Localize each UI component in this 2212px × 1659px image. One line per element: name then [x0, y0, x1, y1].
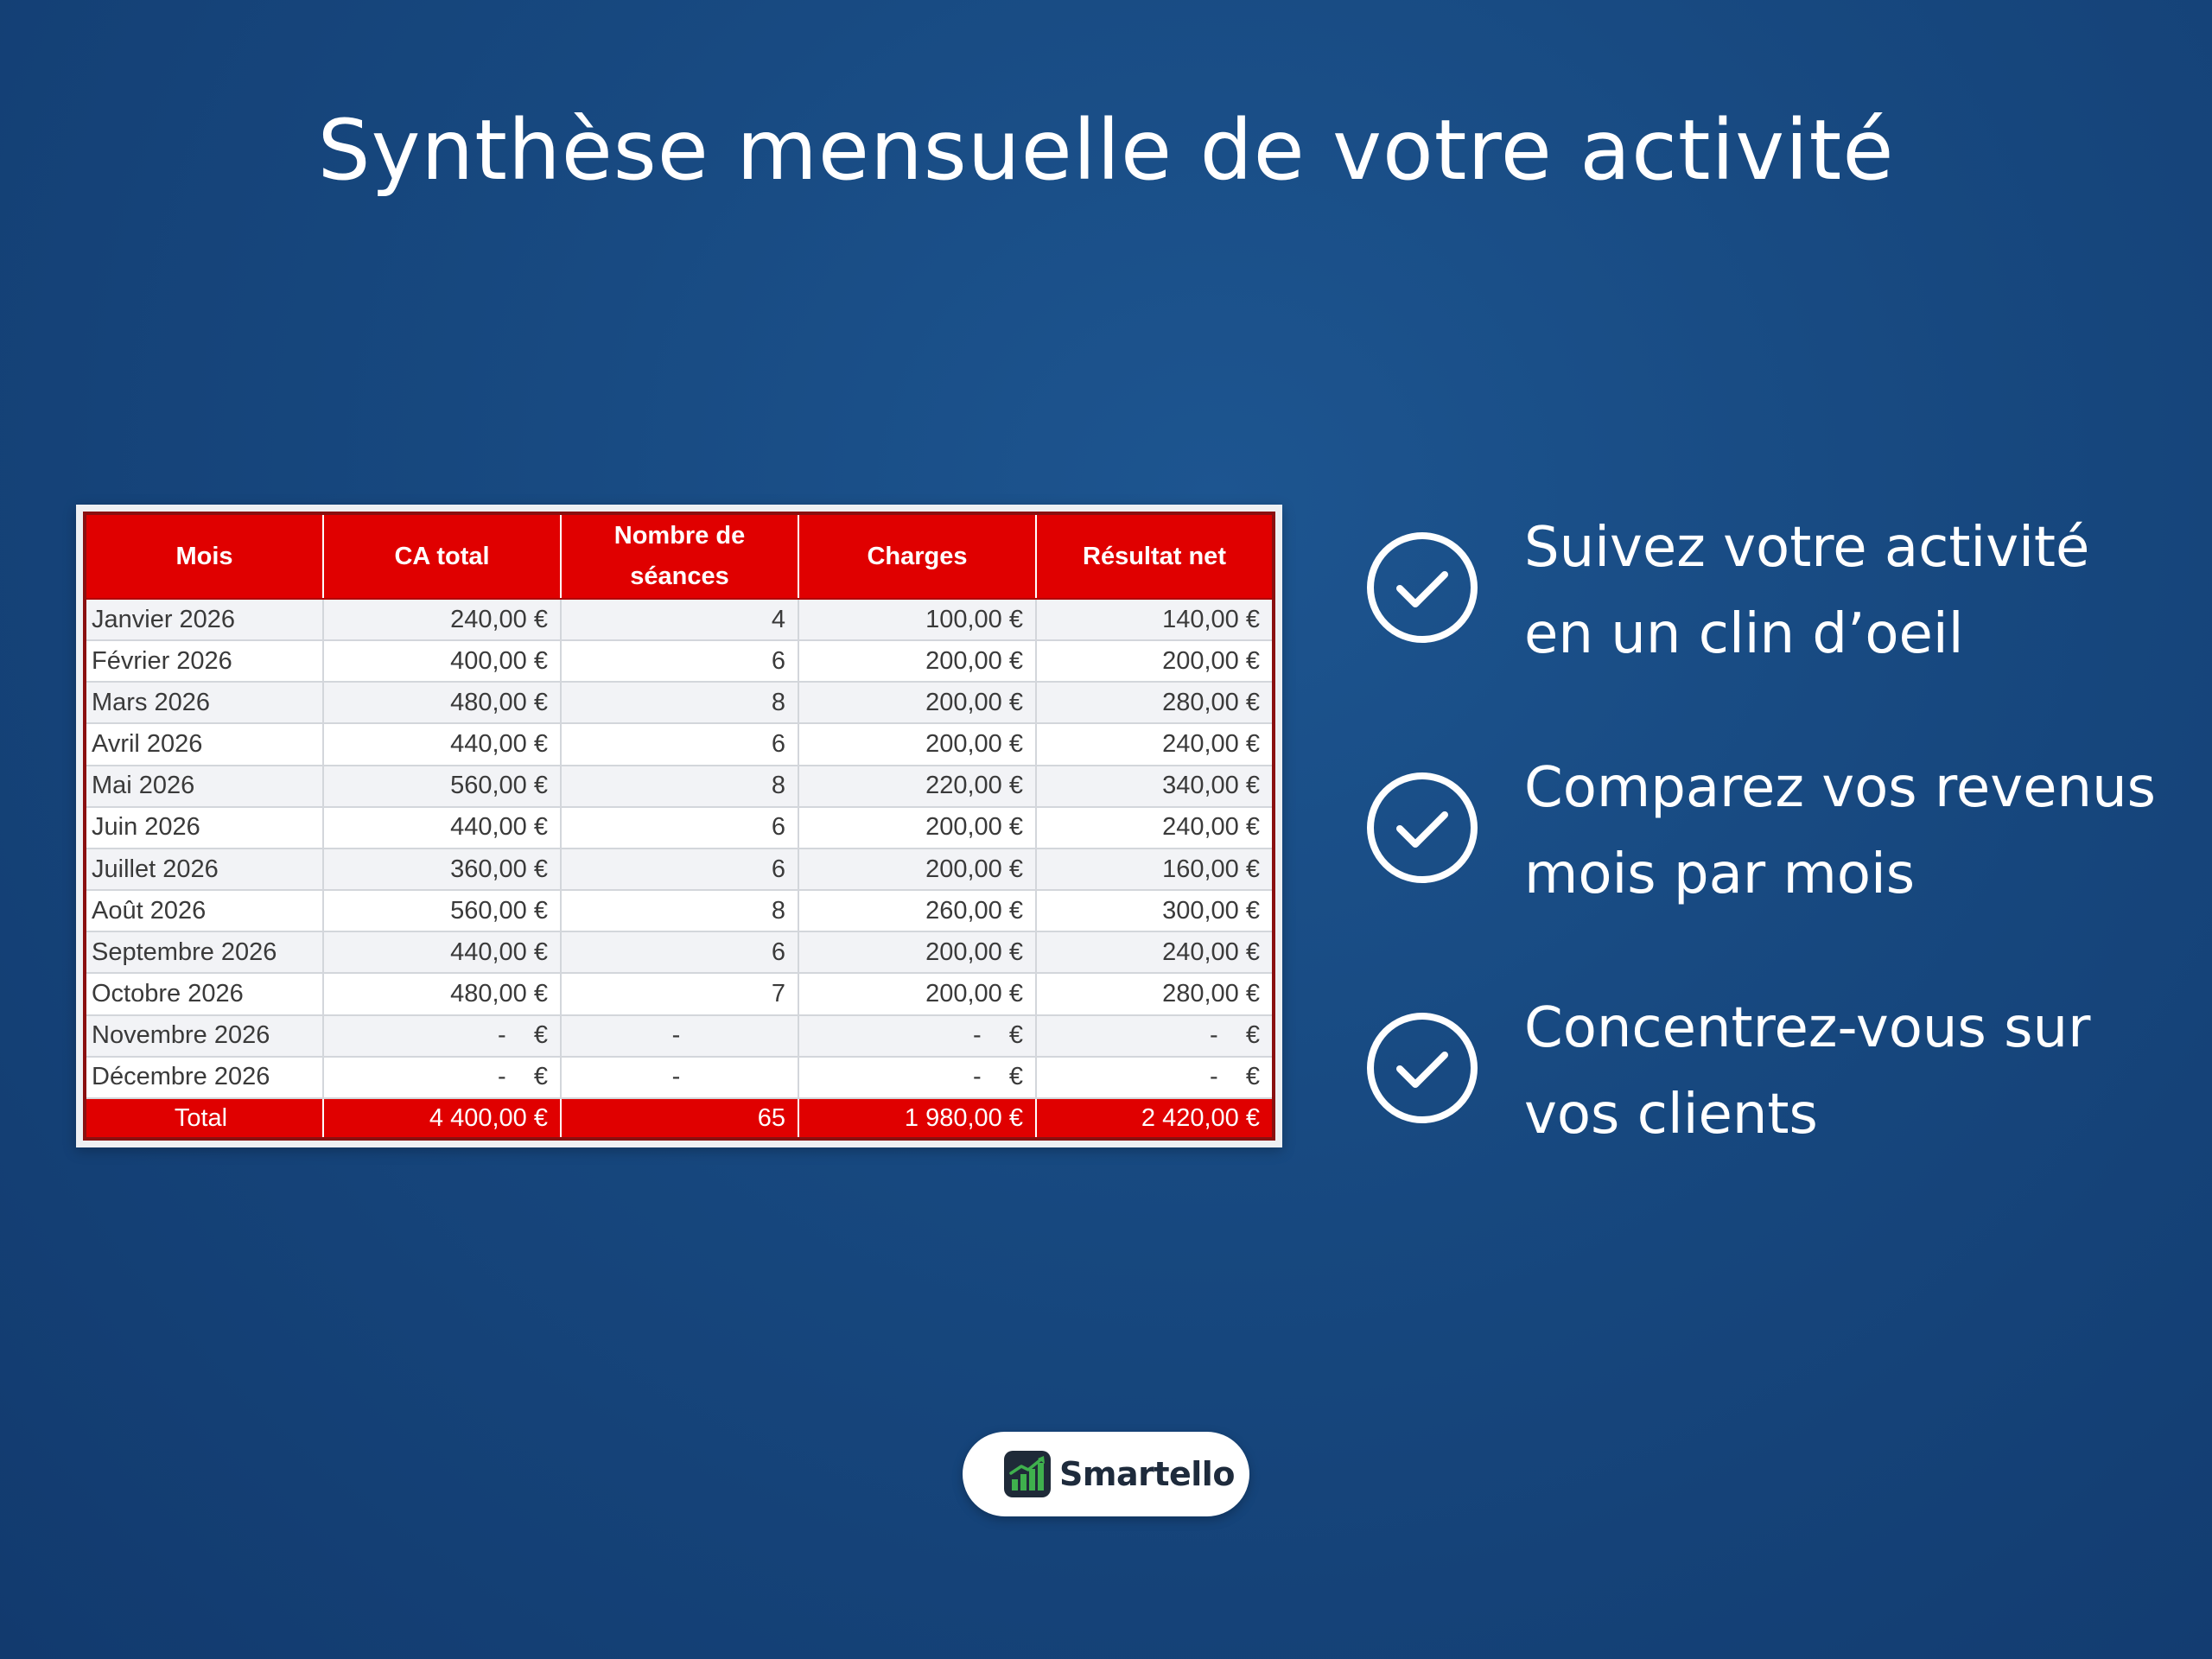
month-cell: Juillet 2026: [85, 849, 323, 890]
month-cell: Septembre 2026: [85, 931, 323, 973]
check-circle-icon: [1365, 771, 1479, 885]
net-result-cell: 300,00 €: [1036, 890, 1274, 931]
sessions-cell: -: [561, 1015, 798, 1057]
revenue-cell: - €: [323, 1015, 561, 1057]
sessions-cell: 6: [561, 723, 798, 765]
month-cell: Mai 2026: [85, 766, 323, 807]
month-cell: Mars 2026: [85, 682, 323, 723]
revenue-cell: 560,00 €: [323, 766, 561, 807]
logo-wordmark: Smartello: [1059, 1455, 1235, 1493]
charges-cell: 200,00 €: [798, 931, 1036, 973]
net-result-cell: 280,00 €: [1036, 973, 1274, 1014]
charges-cell: 200,00 €: [798, 723, 1036, 765]
column-header-month: Mois: [85, 513, 323, 599]
table-row: [85, 723, 1274, 765]
table-total-row: [85, 1098, 1274, 1139]
revenue-cell: 440,00 €: [323, 723, 561, 765]
sessions-cell: 4: [561, 599, 798, 640]
charges-cell: 220,00 €: [798, 766, 1036, 807]
feature-item-compare-revenue: [1365, 745, 2195, 935]
table-row: [85, 890, 1274, 931]
check-circle-icon: [1365, 531, 1479, 645]
sessions-cell: 6: [561, 849, 798, 890]
feature-text: [1524, 745, 2198, 918]
column-header-charges: Charges: [798, 513, 1036, 599]
revenue-cell: 400,00 €: [323, 640, 561, 682]
feature-item-track-activity: [1365, 505, 2195, 695]
month-cell: Décembre 2026: [85, 1057, 323, 1098]
sessions-cell: 8: [561, 890, 798, 931]
sessions-cell: 6: [561, 640, 798, 682]
feature-line: vos clients: [1524, 1083, 1818, 1147]
bar-chart-arrow-icon: [1004, 1451, 1051, 1497]
net-result-cell: 340,00 €: [1036, 766, 1274, 807]
net-result-cell: 160,00 €: [1036, 849, 1274, 890]
month-cell: Octobre 2026: [85, 973, 323, 1014]
revenue-cell: - €: [323, 1057, 561, 1098]
sessions-cell: 7: [561, 973, 798, 1014]
net-result-cell: 240,00 €: [1036, 807, 1274, 849]
net-result-cell: 240,00 €: [1036, 931, 1274, 973]
table-row: [85, 682, 1274, 723]
total-charges: 1 980,00 €: [798, 1098, 1036, 1139]
revenue-cell: 480,00 €: [323, 973, 561, 1014]
net-result-cell: 200,00 €: [1036, 640, 1274, 682]
sessions-cell: 6: [561, 931, 798, 973]
table-row: [85, 599, 1274, 640]
page-title: Synthèse mensuelle de votre activité: [317, 102, 1895, 199]
table-row: [85, 766, 1274, 807]
sessions-cell: -: [561, 1057, 798, 1098]
month-cell: Janvier 2026: [85, 599, 323, 640]
net-result-cell: - €: [1036, 1015, 1274, 1057]
sessions-cell: 6: [561, 807, 798, 849]
charges-cell: 100,00 €: [798, 599, 1036, 640]
total-revenue: 4 400,00 €: [323, 1098, 561, 1139]
table-row: [85, 1057, 1274, 1098]
feature-line: Comparez vos revenus: [1524, 756, 2156, 820]
charges-cell: - €: [798, 1015, 1036, 1057]
revenue-cell: 560,00 €: [323, 890, 561, 931]
column-header-sessions: [561, 513, 798, 599]
charges-cell: 260,00 €: [798, 890, 1036, 931]
month-cell: Août 2026: [85, 890, 323, 931]
table-row: [85, 1015, 1274, 1057]
table-row: [85, 807, 1274, 849]
column-header-sessions-line2: séances: [630, 563, 729, 590]
net-result-cell: 280,00 €: [1036, 682, 1274, 723]
table-header-row: [85, 513, 1274, 599]
total-label: Total: [85, 1098, 323, 1139]
revenue-cell: 240,00 €: [323, 599, 561, 640]
feature-text: [1524, 505, 2198, 677]
net-result-cell: 240,00 €: [1036, 723, 1274, 765]
revenue-cell: 480,00 €: [323, 682, 561, 723]
column-header-sessions-line1: Nombre de: [613, 522, 746, 550]
table-row: [85, 931, 1274, 973]
revenue-cell: 440,00 €: [323, 931, 561, 973]
charges-cell: 200,00 €: [798, 807, 1036, 849]
month-cell: Juin 2026: [85, 807, 323, 849]
feature-line: mois par mois: [1524, 842, 1916, 906]
net-result-cell: - €: [1036, 1057, 1274, 1098]
charges-cell: 200,00 €: [798, 640, 1036, 682]
feature-line: Concentrez-vous sur: [1524, 996, 2091, 1060]
column-header-net-result: Résultat net: [1036, 513, 1274, 599]
charges-cell: 200,00 €: [798, 849, 1036, 890]
table-row: [85, 640, 1274, 682]
sessions-cell: 8: [561, 766, 798, 807]
revenue-cell: 360,00 €: [323, 849, 561, 890]
charges-cell: - €: [798, 1057, 1036, 1098]
month-cell: Février 2026: [85, 640, 323, 682]
month-cell: Avril 2026: [85, 723, 323, 765]
total-sessions: 65: [561, 1098, 798, 1139]
month-cell: Novembre 2026: [85, 1015, 323, 1057]
feature-text: [1524, 985, 2198, 1158]
monthly-summary-table: [83, 512, 1275, 1141]
feature-item-focus-clients: [1365, 985, 2195, 1175]
smartello-logo: [963, 1432, 1249, 1516]
net-result-cell: 140,00 €: [1036, 599, 1274, 640]
column-header-revenue: CA total: [323, 513, 561, 599]
feature-line: Suivez votre activité: [1524, 516, 2090, 580]
monthly-summary-table-frame: [76, 505, 1282, 1147]
revenue-cell: 440,00 €: [323, 807, 561, 849]
table-row: [85, 849, 1274, 890]
table-row: [85, 973, 1274, 1014]
charges-cell: 200,00 €: [798, 973, 1036, 1014]
total-net-result: 2 420,00 €: [1036, 1098, 1274, 1139]
sessions-cell: 8: [561, 682, 798, 723]
charges-cell: 200,00 €: [798, 682, 1036, 723]
check-circle-icon: [1365, 1011, 1479, 1125]
feature-line: en un clin d’oeil: [1524, 602, 1964, 666]
